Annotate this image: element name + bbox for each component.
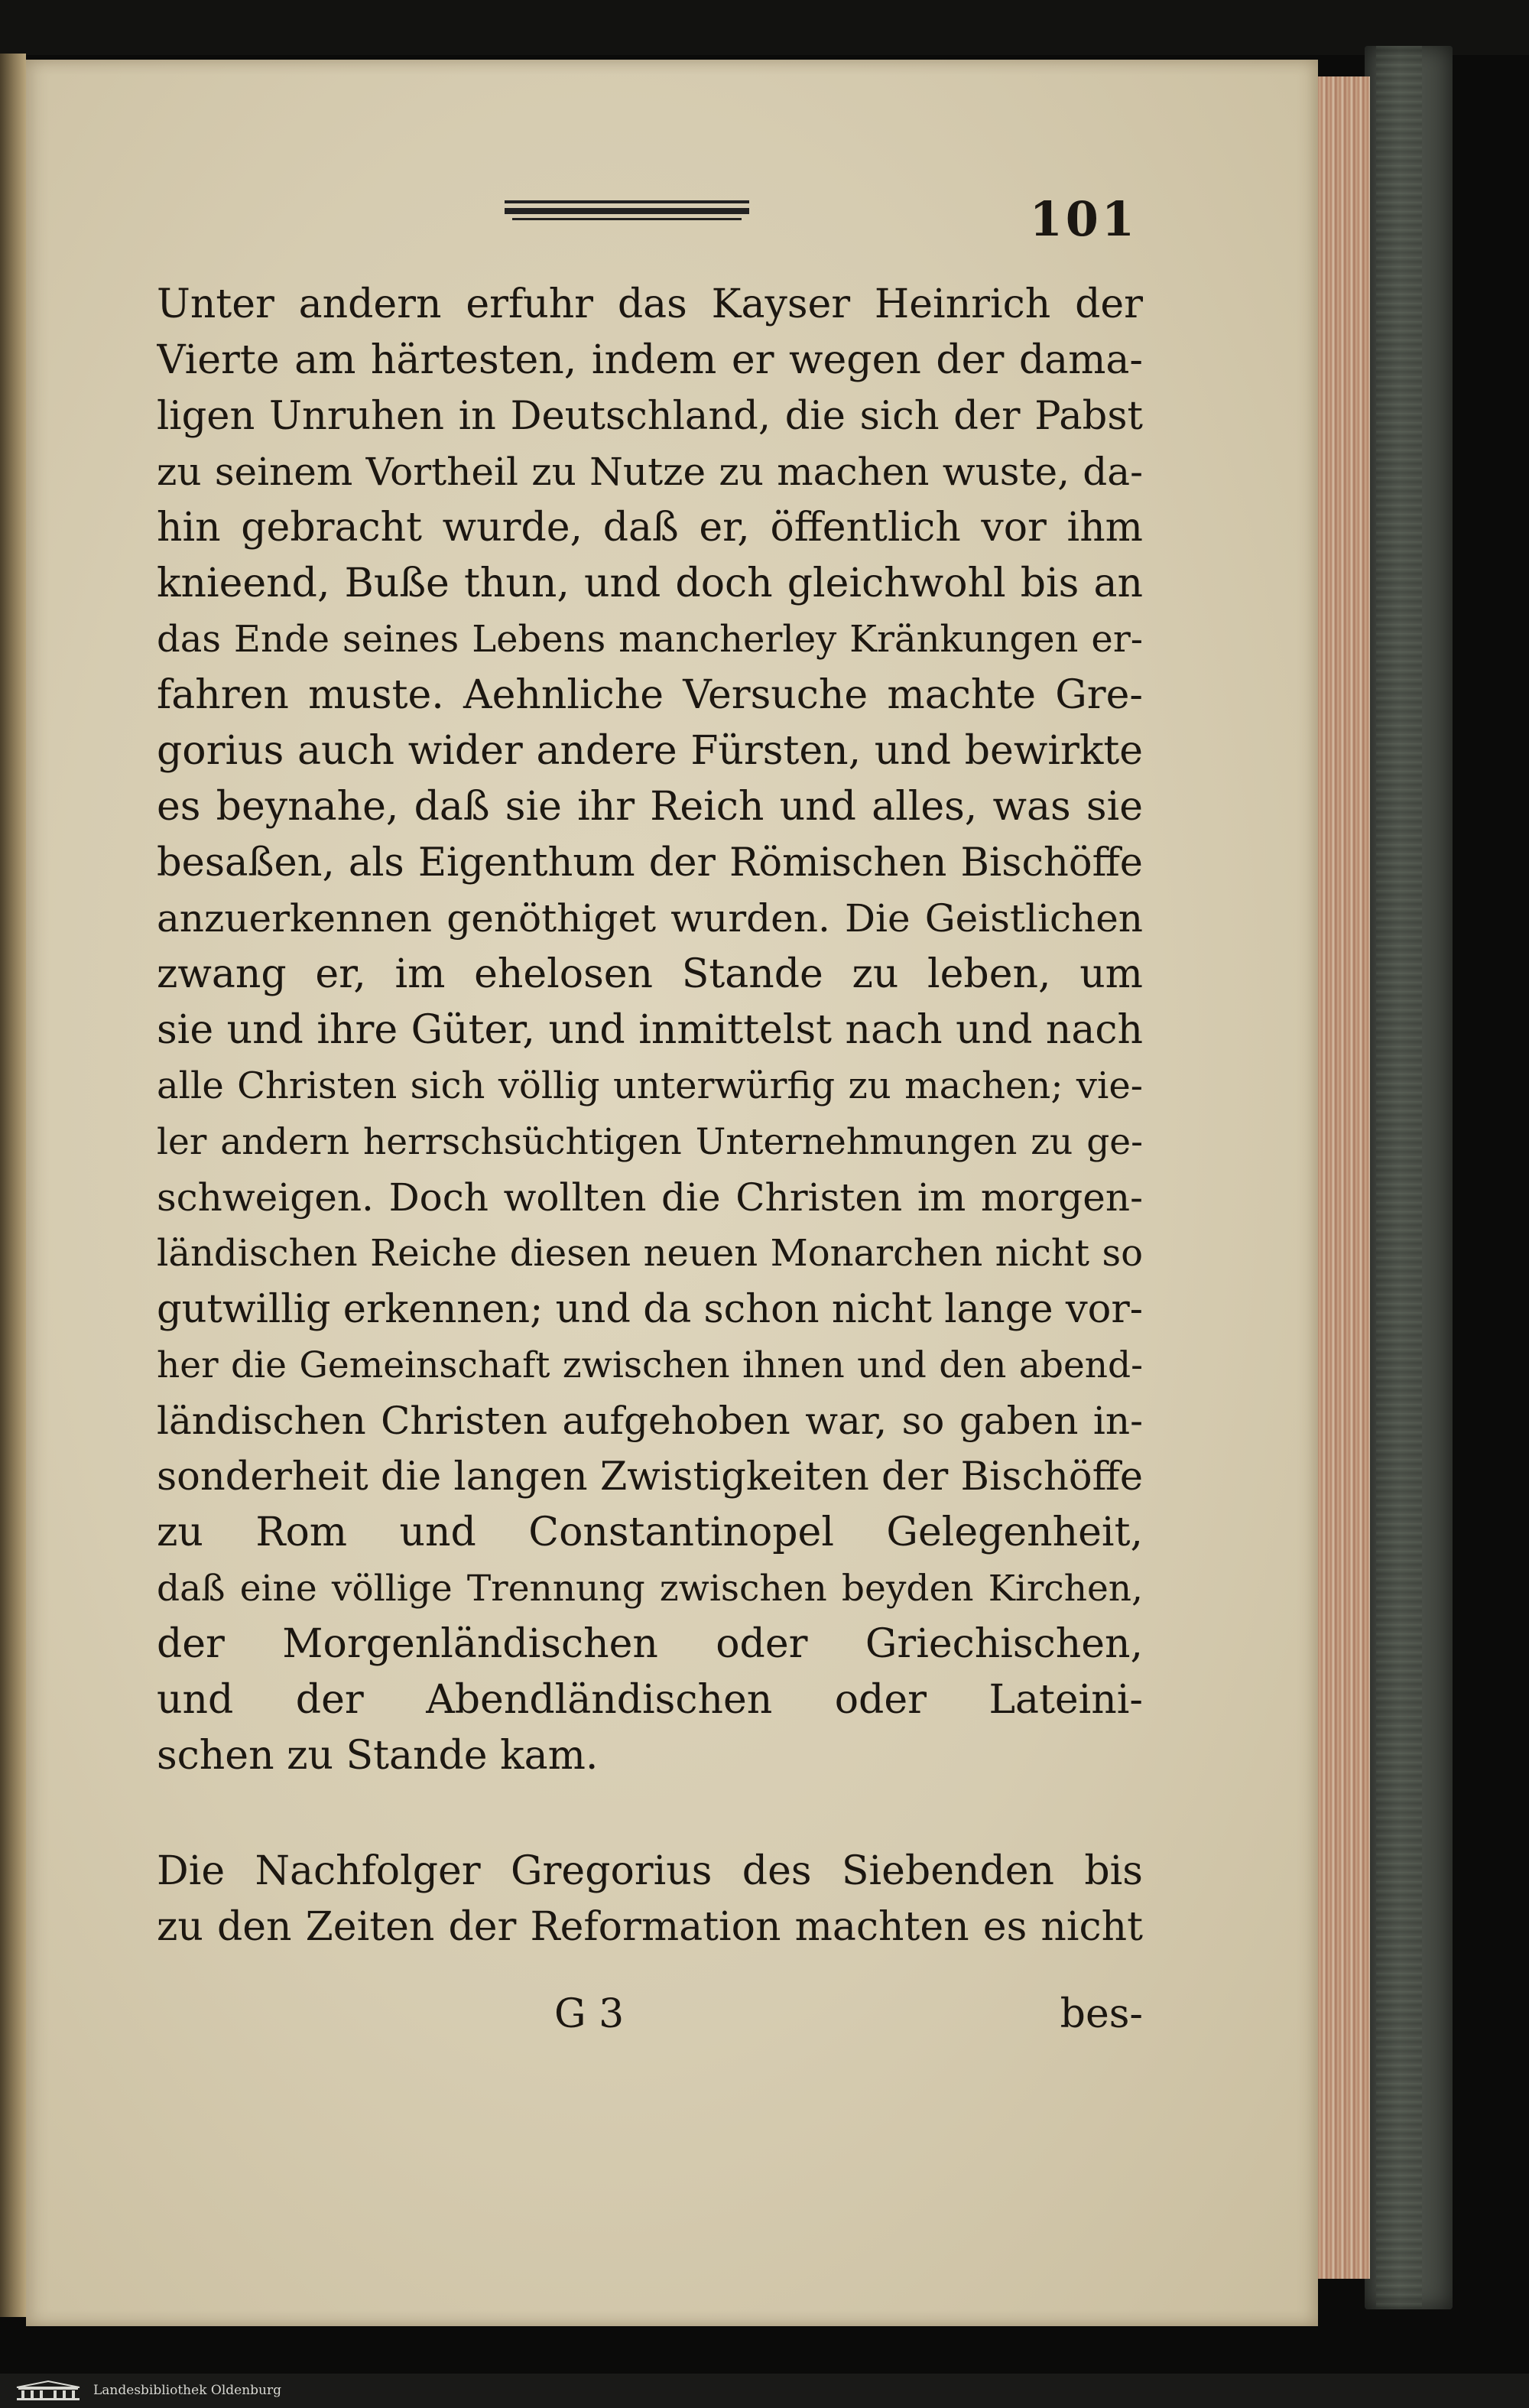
text-line: alle Christen sich völlig unterwürfig zu machen; vie-	[157, 1064, 1143, 1107]
page-footer	[157, 1987, 1143, 2042]
paragraph-1	[157, 277, 1143, 1784]
text-line: fahren muste. Aehnliche Versuche machte Gre-	[157, 672, 1143, 718]
text-line: zu den Zeiten der Reformation machten es nicht	[157, 1904, 1143, 1950]
text-line: das Ende seines Lebens mancherley Kränkungen er-	[157, 618, 1143, 661]
text-line: hin gebracht wurde, daß er, öffentlich vor ihm	[157, 505, 1143, 551]
book-cover-texture	[1376, 46, 1422, 2309]
text-line: ländischen Reiche diesen neuen Monarchen nicht so	[157, 1232, 1143, 1275]
library-name: Landesbibliothek Oldenburg	[93, 2383, 282, 2398]
signature-mark: G 3	[554, 1991, 625, 2037]
text-line: schen zu Stande kam.	[157, 1733, 599, 1779]
scan-background-top	[0, 0, 1529, 55]
text-line: Die Nachfolger Gregorius des Siebenden bis	[157, 1848, 1143, 1894]
text-line: und der Abendländischen oder Lateini-	[157, 1677, 1143, 1723]
text-line: daß eine völlige Trennung zwischen beyden Kirchen,	[157, 1568, 1143, 1610]
library-building-icon	[14, 2380, 83, 2401]
library-credit	[14, 2380, 281, 2401]
text-line: ländischen Christen aufgehoben war, so gaben in-	[157, 1399, 1143, 1443]
text-line: zu Rom und Constantinopel Gelegenheit,	[157, 1509, 1143, 1555]
text-line: her die Gemeinschaft zwischen ihnen und den abend-	[157, 1344, 1143, 1386]
text-line: der Morgenländischen oder Griechischen,	[157, 1621, 1143, 1667]
text-line: Unter andern erfuhr das Kayser Heinrich der	[157, 281, 1143, 327]
text-line: gorius auch wider andere Fürsten, und bewirkte	[157, 728, 1143, 774]
text-line: knieend, Buße thun, und doch gleichwohl bis an	[157, 561, 1143, 606]
text-line: anzuerkennen genöthiget wurden. Die Geistlichen	[157, 896, 1143, 941]
text-line: es beynahe, daß sie ihr Reich und alles, was sie	[157, 784, 1143, 830]
text-line: ligen Unruhen in Deutschland, die sich der Pabst	[157, 394, 1143, 439]
facing-page-edge	[0, 54, 26, 2317]
body-text	[157, 277, 1143, 1955]
text-line: ler andern herrschsüchtigen Unternehmungen zu ge-	[157, 1121, 1143, 1163]
text-line: zwang er, im ehelosen Stande zu leben, um	[157, 951, 1143, 997]
page-number: 101	[1029, 191, 1138, 247]
catchword: bes-	[1060, 1991, 1143, 2037]
text-line: besaßen, als Eigenthum der Römischen Bischöffe	[157, 840, 1143, 886]
paragraph-2	[157, 1844, 1143, 1955]
text-line: schweigen. Doch wollten die Christen im morgen-	[157, 1175, 1143, 1220]
text-line: gutwillig erkennen; und da schon nicht lange vor-	[157, 1287, 1143, 1332]
text-line: sonderheit die langen Zwistigkeiten der Bischöffe	[157, 1454, 1143, 1500]
text-line: Vierte am härtesten, indem er wegen der dama-	[157, 337, 1143, 383]
text-line: sie und ihre Güter, und inmittelst nach und nach	[157, 1007, 1143, 1053]
text-line: zu seinem Vortheil zu Nutze zu machen wuste, da-	[157, 450, 1143, 494]
header-rule	[505, 200, 749, 222]
